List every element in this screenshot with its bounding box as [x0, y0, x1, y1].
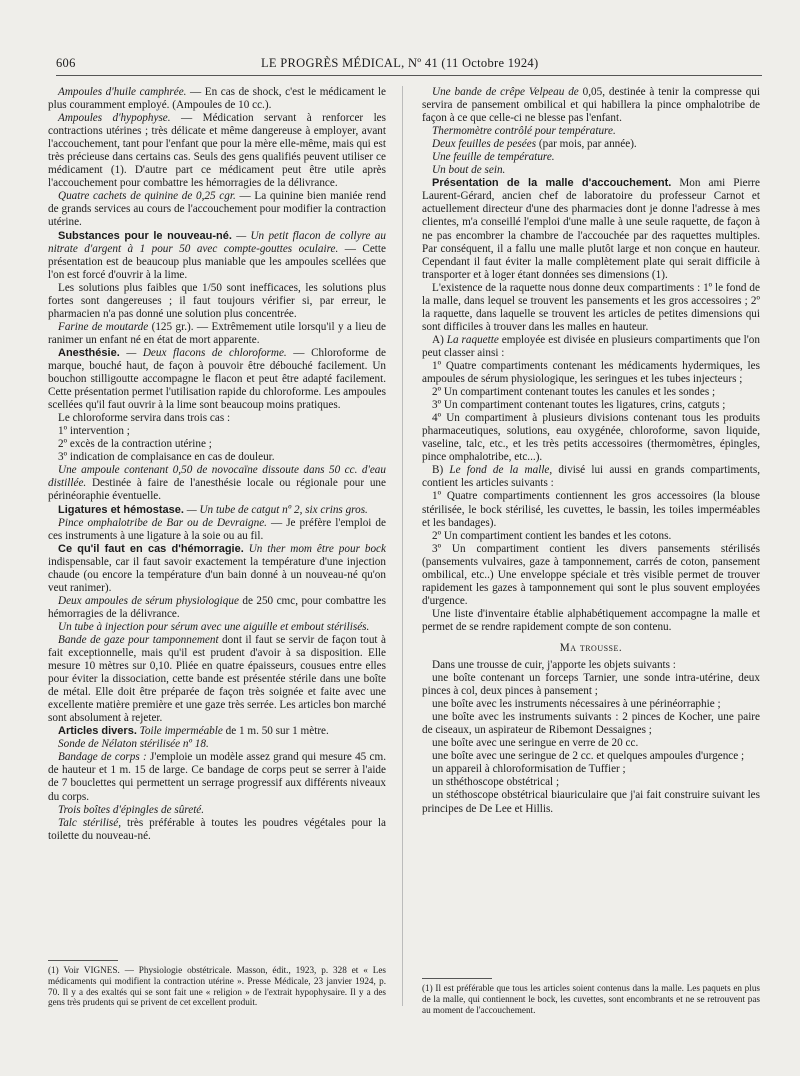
header-rule [56, 75, 762, 76]
paragraph: Thermomètre contrôlé pour température. [432, 125, 616, 138]
paragraph: Ampoules d'hypophyse. — Médication servant à renforcer les contractions utérines ; très délicate et même dangereuse à employer, avant l'accouchement, tant pour l'enfant que pour la mère elle-même, mais qui est très précieuse dans certains cas. Seuls des gens qualifiés peuvent utiliser ce médicament (1). D'autre part ce médicament peut être utile après l'accouchement pour combattre les hémorragies de la délivrance. [48, 112, 386, 190]
section-paragraph: Ce qu'il faut en cas d'hémorragie. Un ther mom être pour bock indispensable, car il faut savoir exactement la température d'une injection chaude (ou encore la température d'un bain donné à un nouveau-né qu'on veut ranimer). [48, 542, 386, 594]
paragraph: Dans une trousse de cuir, j'apporte les objets suivants : [432, 659, 676, 672]
list-item: 2º excès de la contraction utérine ; [58, 438, 212, 451]
left-column [48, 86, 386, 843]
list-item: 2º Un compartiment contient les bandes et les cotons. [432, 529, 672, 542]
list-item: un appareil à chloroformisation de Tuffier ; [432, 763, 626, 776]
page-number: 606 [56, 56, 76, 70]
section-heading: Anesthésie. [58, 346, 120, 359]
paragraph: B) Le fond de la malle, divisé lui aussi en grands compartiments, contient les articles suivants : [422, 464, 760, 490]
list-item: une boîte contenant un forceps Tarnier, une sonde intra-utérine, deux pinces à col, deux pinces à pansement ; [422, 672, 760, 698]
journal-title: LE PROGRÈS MÉDICAL, Nº 41 (11 Octobre 1924) [261, 56, 539, 70]
paragraph: Une feuille de température. [432, 151, 555, 164]
section-heading: Articles divers. [58, 725, 137, 738]
paragraph: Deux feuilles de pesées (par mois, par année). [432, 138, 637, 151]
paragraph: Une liste d'inventaire établie alphabétiquement accompagne la malle et permet de se rendre rapidement compte de son contenu. [422, 607, 760, 633]
paragraph: Le chloroforme servira dans trois cas : [58, 412, 231, 425]
list-item: une boîte avec les instruments suivants : 2 pinces de Kocher, une paire de ciseaux, un aspirateur de Ribemont Dessaignes ; [422, 711, 760, 737]
list-item: une boîte avec les instruments nécessaires à une périnéorraphie ; [432, 698, 721, 711]
paragraph: A) La raquette employée est divisée en plusieurs compartiments que l'on peut classer ainsi : [422, 333, 760, 359]
section-paragraph: Substances pour le nouveau-né. — Un petit flacon de collyre au nitrate d'argent à 1 pour 50 avec compte-gouttes oculaire. — Cette présentation est de beaucoup plus maniable que les ampoules scellées que l'on est forcé d'ouvrir à la lime. [48, 229, 386, 281]
list-item: un stéthoscope obstétrical biauriculaire que j'ai fait construire suivant les principes de De Lee et Hillis. [422, 789, 760, 815]
paragraph: Pince omphalotribe de Bar ou de Devraigne. — Je préfère l'emploi de ces instruments à une ligature à la soie ou au fil. [48, 516, 386, 542]
list-item: 3º Un compartiment contenant toutes les ligatures, crins, catguts ; [432, 399, 726, 412]
list-item: 1º Quatre compartiments contenant les médicaments hydermiques, les ampoules de sérum physiologique, les seringues et les tubes injecteurs ; [422, 359, 760, 386]
section-heading: Ce qu'il faut en cas d'hémorragie. [58, 542, 244, 555]
paragraph: Un bout de sein. [432, 164, 506, 177]
section-heading: Substances pour le nouveau-né. [58, 229, 232, 242]
footnote-left: (1) Voir VIGNES. — Physiologie obstétricale. Masson, édit., 1923, p. 328 et « Les médicaments qui modifient la contraction utérine ». Presse Médicale, 23 janvier 1924, p. 70. Il y a des exaltés qui se sont fait une « religion » de l'extrait hypophysaire. Il y a des gens très prudents qui se privent de cet excellent produit. [48, 965, 386, 1008]
paragraph: Les solutions plus faibles que 1/50 sont inefficaces, les solutions plus fortes sont dangereuses ; il faut toujours vérifier si, par erreur, le pharmacien n'a pas donné une solution plus concentrée. [48, 281, 386, 320]
section-heading: Présentation de la malle d'accouchement. [432, 177, 672, 190]
paragraph: Ampoules d'huile camphrée. — En cas de shock, c'est le médicament le plus couramment employé. (Ampoules de 10 cc.). [48, 86, 386, 112]
paragraph: L'existence de la raquette nous donne deux compartiments : 1º le fond de la malle, dans lequel se trouvent les pansements et les gros accessoires ; 2º la raquette, dans laquelle se trouvent les articles de petites dimensions qui sont difficiles à trouver dans les malles en hauteur. [422, 281, 760, 333]
paragraph: Trois boîtes d'épingles de sûreté. [58, 803, 205, 816]
paragraph: Bandage de corps : J'emploie un modèle assez grand qui mesure 45 cm. de hauteur et 1 m. 15 de large. Ce bandage de corps peut se serrer à l'aide de 7 bouclettes qui permettent un serrage progressif aux différents niveaux du corps. [48, 751, 386, 803]
paragraph: Bande de gaze pour tamponnement dont il faut se servir de façon tout à fait exceptionnelle, mais qu'il est prudent d'avoir à sa disposition. Elle mesure 10 mètres sur 0,10. Pliée en quatre épaisseurs, cousues entre elles pour éviter la dissociation, cette bande est présentée stérile dans une boîte de métal. Elle doit être préparée de façon très soignée et faite avec une excellente matière première et une gaze très serrée. Les articles bon marché sont absolument à rejeter. [48, 633, 386, 725]
running-header [56, 56, 762, 74]
list-item: 3º Un compartiment contient les divers pansements stérilisés (pansements vulvaires, gaze à tamponnement, carrés de coton, pansement ombilical, etc..) Une enveloppe spéciale et très visible permet de trouver rapidement les gazes à tamponnement qui sont le plus souvent employées d'urgence. [422, 542, 760, 607]
section-paragraph: Présentation de la malle d'accouchement. Mon ami Pierre Laurent-Gérard, ancien chef de laboratoire du professeur Carnot et actuellement directeur d'une des pharmacies dont je donne l'adresse à mes clientes, m'a conseillé l'emploi d'une malle à une seule raquette, de façon à ne pas encombrer la chambre de l'accouchée par des raquettes multiples. Par conséquent, il a fallu une malle plutôt large et non conçue en hauteur. Cependant il faut éviter la malle complètement plate qui serait difficile à transporter et à loger étant données ses dimensions (1). [422, 177, 760, 281]
list-item: un sthéthoscope obstétrical ; [432, 776, 560, 789]
list-item: 2º Un compartiment contenant toutes les canules et les sondes ; [432, 386, 716, 399]
subsection-heading: Ma trousse. [559, 641, 623, 654]
section-paragraph: Ligatures et hémostase. — Un tube de catgut nº 2, six crins gros. [58, 503, 368, 516]
list-item: une boîte avec une seringue en verre de 20 cc. [432, 737, 639, 750]
paragraph: Quatre cachets de quinine de 0,25 cgr. — La quinine bien maniée rend de grands services au cours de l'accouchement pour modifier la contraction utérine. [48, 190, 386, 229]
paragraph: Un tube à injection pour sérum avec une aiguille et embout stérilisés. [58, 620, 370, 633]
paragraph: Sonde de Nélaton stérilisée nº 18. [58, 738, 209, 751]
paragraph: Deux ampoules de sérum physiologique de 250 cmc, pour combattre les hémorragies de la délivrance. [48, 594, 386, 620]
right-column [422, 86, 760, 816]
section-paragraph: Anesthésie. — Deux flacons de chloroforme. — Chloroforme de marque, bouché haut, de façon à pouvoir être débouché facilement. Un bouchon stilligoutte accompagne le flacon et peut être adapté facilement. Cette présentation permet l'utilisation rapide du chloroforme. Les ampoules scellées qu'il faut ouvrir à la lime sont beaucoup moins pratiques. [48, 346, 386, 412]
footnote-right: (1) Il est préférable que tous les articles soient contenus dans la malle. Les paquets en plus de la malle, qui contiennent le bock, les cuvettes, sont encombrants et ne se retrouvent pas au moment de l'accouchement. [422, 983, 760, 1015]
paragraph: Une ampoule contenant 0,50 de novocaïne dissoute dans 50 cc. d'eau distillée. Destinée à faire de l'anesthésie locale ou régionale pour une périnéoraphie éventuelle. [48, 464, 386, 503]
footnote-rule [48, 960, 118, 961]
paragraph: Une bande de crêpe Velpeau de 0,05, destinée à tenir la compresse qui servira de pansement ombilical et qui habillera la pince omphalotribe de façon à ce que celle-ci ne blesse pas l'enfant. [422, 86, 760, 125]
list-item: 1º intervention ; [58, 425, 130, 438]
section-heading: Ligatures et hémostase. [58, 503, 184, 516]
paragraph: Talc stérilisé, très préférable à toutes les poudres végétales pour la toilette du nouveau-né. [48, 816, 386, 842]
list-item: 1º Quatre compartiments contiennent les gros accessoires (la blouse stérilisée, le bock stérilisé, les cuvettes, le bassin, les toiles imperméables et les bandages). [422, 490, 760, 529]
paragraph: Farine de moutarde (125 gr.). — Extrêmement utile lorsqu'il y a lieu de ranimer un enfant né en état de mort apparente. [48, 320, 386, 346]
column-divider [402, 86, 403, 1006]
list-item: 3º indication de complaisance en cas de douleur. [58, 451, 275, 464]
section-paragraph: Articles divers. Toile imperméable de 1 m. 50 sur 1 mètre. [58, 725, 329, 738]
list-item: 4º Un compartiment à plusieurs divisions contenant tous les produits pharmaceutiques, solutions, eau oxygénée, chloroforme, savon liquide, vaseline, talc, etc., et les très petits accessoires (thermomètres, épingles, pince omphalotribe, etc...). [422, 412, 760, 464]
list-item: une boîte avec une seringue de 2 cc. et quelques ampoules d'urgence ; [432, 750, 745, 763]
footnote-rule [422, 978, 492, 979]
